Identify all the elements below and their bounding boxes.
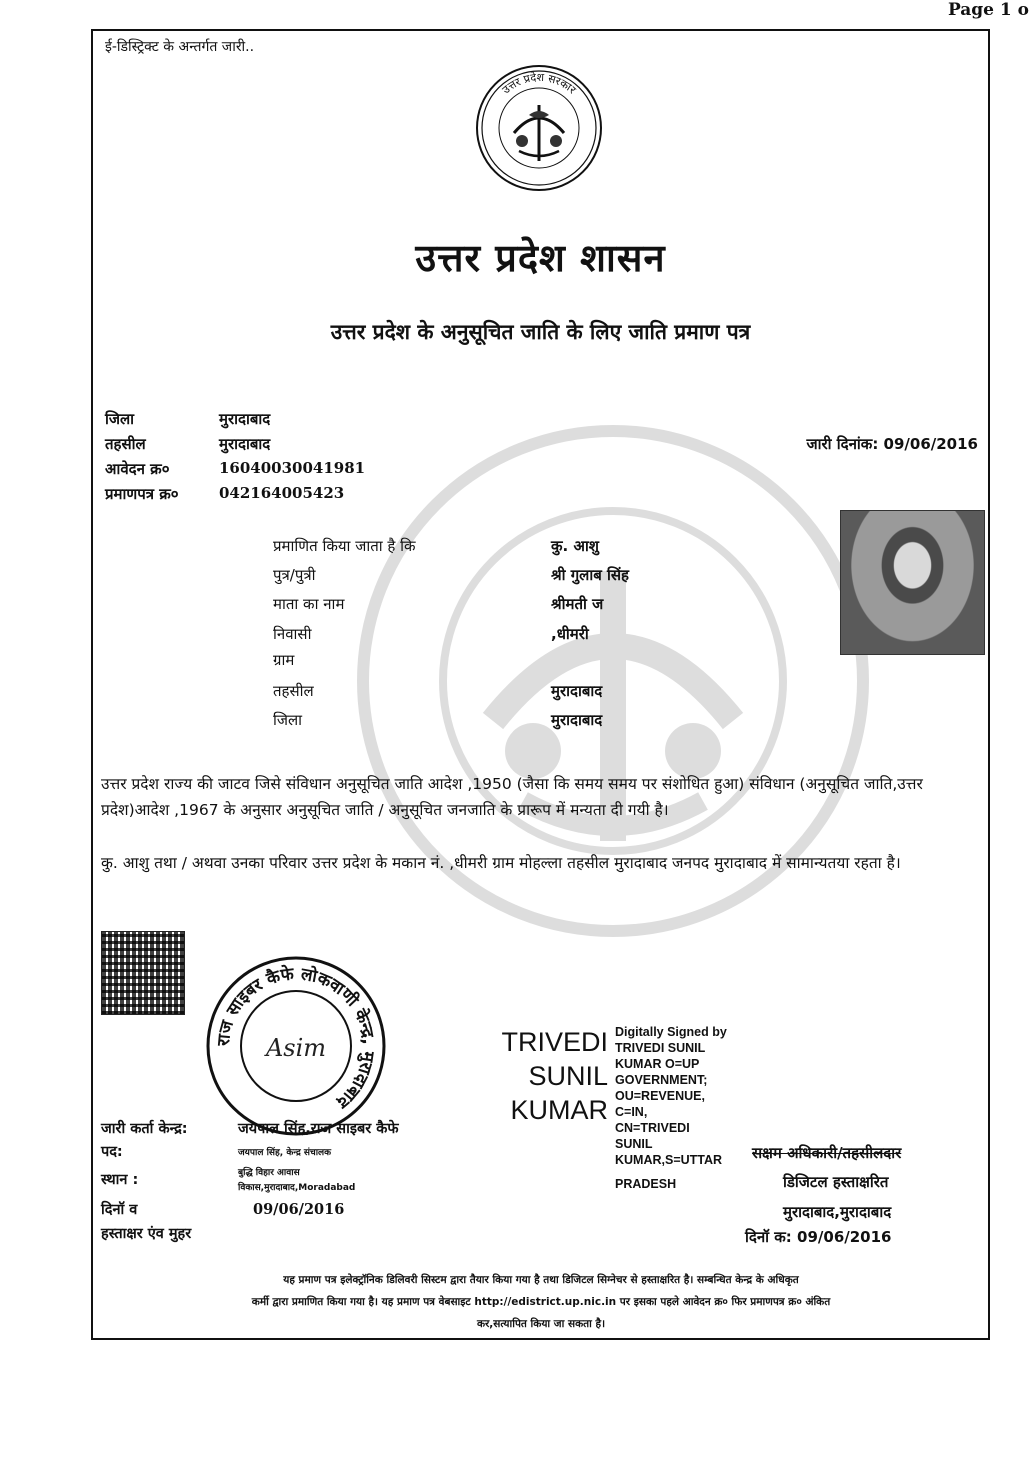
issuer-place-value-1: बुद्धि विहार आवास <box>238 1168 300 1178</box>
signature-detail-line: Digitally Signed by <box>615 1025 727 1039</box>
caste-paragraph: उत्तर प्रदेश राज्य की जाटव जिसे संविधान अनुसूचित जाति आदेश ,1950 (जैसा कि समय समय पर संशोधित हुआ) संविधान (अनुसूचित जाति,उत्तर प्रदेश)आदेश ,1967 के अनुसार अनुसूचित जाति / अनुसूचित जनजाति के प्रारूप में मन्यता दी गयी है। <box>101 775 923 819</box>
field-value-tehsil: मुरादाबाद <box>551 682 603 700</box>
field-label-parent: पुत्र/पुत्री <box>273 566 316 584</box>
state-emblem-icon <box>474 63 604 193</box>
center-stamp-icon <box>201 951 391 1141</box>
issuer-place-value-2: विकास,मुरादाबाद,Moradabad <box>238 1183 356 1193</box>
signature-detail-line: GOVERNMENT; <box>615 1073 708 1087</box>
signature-detail-line: OU=REVENUE, <box>615 1089 705 1103</box>
field-label-resident: निवासी <box>273 625 312 643</box>
signature-detail-line: SUNIL <box>615 1137 653 1151</box>
signer-name-line: SUNIL <box>528 1061 608 1091</box>
meta-value-application-no: 16040030041981 <box>219 459 366 477</box>
official-date: दिनॉ क: 09/06/2016 <box>745 1228 892 1246</box>
field-value-resident: ,धीमरी <box>551 625 589 643</box>
footer-line: यह प्रमाण पत्र इलेक्ट्रॉनिक डिलिवरी सिस्टम द्वारा तैयार किया गया है तथा डिजिटल सिग्नेचर से हस्ताक्षरित है। सम्बन्धित केन्द्र के अधिकृत <box>283 1274 799 1286</box>
meta-label-application-no: आवेदन क्र० <box>105 460 170 478</box>
official-place: मुरादाबाद,मुरादाबाद <box>783 1203 892 1221</box>
issuer-post-value: जयपाल सिंह, केन्द्र संचालक <box>238 1148 332 1158</box>
certificate-subtitle: उत्तर प्रदेश के अनुसूचित जाति के लिए जाति प्रमाण पत्र <box>330 320 751 344</box>
field-label-certified: प्रमाणित किया जाता है कि <box>273 537 416 555</box>
stamp-ring-text: राज साइबर कैफे लोकवाणी केन्द्र, मुरादाबाद <box>213 964 379 1113</box>
signature-detail-line: C=IN, <box>615 1105 648 1119</box>
field-label-village: ग्राम <box>273 651 295 669</box>
verification-footer <box>101 1269 981 1335</box>
field-value-name: कु. आशु <box>551 537 599 555</box>
issuer-center-value: जयपाल सिंह,राज साइबर कैफे <box>238 1121 399 1137</box>
field-value-father: श्री गुलाब सिंह <box>551 566 630 584</box>
field-label-tehsil: तहसील <box>273 682 314 700</box>
field-value-district: मुरादाबाद <box>551 711 603 729</box>
signature-detail-line: KUMAR O=UP <box>615 1057 700 1071</box>
meta-value-district: मुरादाबाद <box>219 410 271 428</box>
svg-text:उत्तर प्रदेश सरकार <box>500 71 579 97</box>
signer-name-line: TRIVEDI <box>501 1027 608 1057</box>
meta-label-district: जिला <box>105 410 135 428</box>
digital-signer-name <box>498 1025 608 1127</box>
certificate-frame <box>91 29 990 1340</box>
meta-label-tehsil: तहसील <box>105 435 146 453</box>
issuer-post-label: पद: <box>101 1144 123 1160</box>
digital-signature-details <box>615 1024 755 1192</box>
signer-name-line: KUMAR <box>510 1095 608 1125</box>
residence-paragraph: कु. आशु तथा / अथवा उनका परिवार उत्तर प्रदेश के मकान नं. ,धीमरी ग्राम मोहल्ला तहसील मुरादाबाद जनपद मुरादाबाद में सामान्यतया रहता है। <box>101 854 901 872</box>
issuer-date-label: दिनॉ व <box>101 1202 138 1218</box>
footer-line: कर्मी द्वारा प्रमाणित किया गया है। यह प्रमाण पत्र वेबसाइट http://edistrict.up.nic.in पर इसका पहले आवेदन क्र० फिर प्रमाणपत्र क्र० अंकित <box>251 1296 831 1308</box>
issuer-center-label: जारी कर्ता केन्द्र: <box>101 1121 188 1137</box>
official-designation: सक्षम अधिकारी/तहसीलदार <box>752 1144 902 1162</box>
field-value-mother: श्रीमती ज <box>551 595 604 613</box>
field-label-district: जिला <box>273 711 303 729</box>
header-note: ई-डिस्ट्रिक्ट के अन्तर्गत जारी.. <box>105 39 255 55</box>
issuer-place-label: स्थान : <box>101 1172 139 1188</box>
meta-label-certificate-no: प्रमाणपत्र क्र० <box>105 485 179 503</box>
footer-line: कर,सत्यापित किया जा सकता है। <box>476 1318 606 1330</box>
issuer-sign-label: हस्ताक्षर एंव मुहर <box>101 1226 192 1242</box>
official-digitally-signed: डिजिटल हस्ताक्षरित <box>783 1173 889 1191</box>
signature-detail-line: PRADESH <box>615 1177 677 1191</box>
issuer-date-value: 09/06/2016 <box>253 1201 345 1218</box>
page-number: Page 1 o <box>947 0 1029 20</box>
stamp-signature: Asim <box>265 1034 327 1062</box>
qr-code <box>101 931 185 1015</box>
signature-detail-spacer <box>615 1168 755 1176</box>
field-label-mother: माता का नाम <box>273 595 345 613</box>
signature-detail-line: TRIVEDI SUNIL <box>615 1041 706 1055</box>
issue-date: जारी दिनांक: 09/06/2016 <box>806 435 978 453</box>
meta-value-tehsil: मुरादाबाद <box>219 435 271 453</box>
certificate-title: उत्तर प्रदेश शासन <box>415 236 666 280</box>
signature-detail-line: CN=TRIVEDI <box>615 1121 690 1135</box>
meta-value-certificate-no: 042164005423 <box>219 484 345 502</box>
emblem-text: उत्तर प्रदेश सरकार <box>499 70 579 97</box>
signature-detail-line: KUMAR,S=UTTAR <box>615 1153 723 1167</box>
applicant-photo <box>840 510 985 655</box>
